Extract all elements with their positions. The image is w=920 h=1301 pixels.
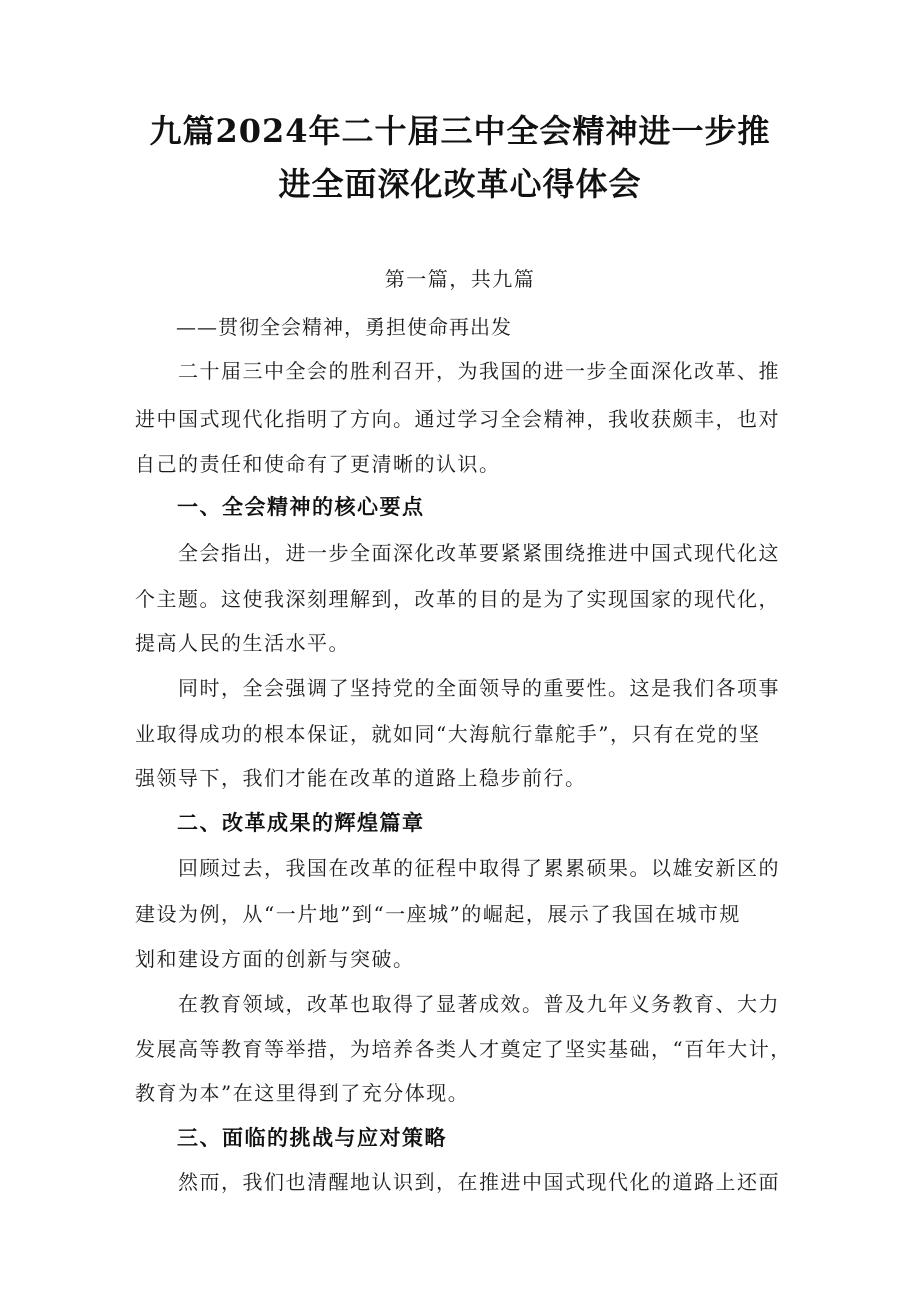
subtitle: ——贯彻全会精神，勇担使命再出发 <box>176 315 512 339</box>
part-label: 第一篇，共九篇 <box>384 267 536 291</box>
section-2-paragraph-line: 教育为本”在这里得到了充分体现。 <box>135 1081 470 1105</box>
section-1-paragraph-line: 同时，全会强调了坚持党的全面领导的重要性。这是我们各项事 <box>178 676 780 700</box>
section-3-heading: 三、面临的挑战与应对策略 <box>177 1126 447 1150</box>
section-2-paragraph-line: 建设为例，从“一片地”到“一座城”的崛起，展示了我国在城市规 <box>135 902 741 926</box>
section-1-heading: 一、全会精神的核心要点 <box>177 495 425 519</box>
section-1-paragraph-line: 提高人民的生活水平。 <box>135 631 350 655</box>
section-1-paragraph-line: 全会指出，进一步全面深化改革要紧紧围绕推进中国式现代化这 <box>178 541 780 565</box>
intro-line: 二十届三中全会的胜利召开，为我国的进一步全面深化改革、推 <box>178 359 780 383</box>
document-title-line-2: 进全面深化改革心得体会 <box>278 165 642 203</box>
section-2-heading: 二、改革成果的辉煌篇章 <box>177 811 425 835</box>
section-2-paragraph-line: 发展高等教育等举措，为培养各类人才奠定了坚实基础，“百年大计， <box>135 1037 792 1061</box>
section-3-paragraph-line: 然而，我们也清醒地认识到，在推进中国式现代化的道路上还面 <box>178 1170 780 1194</box>
section-2-paragraph-line: 划和建设方面的创新与突破。 <box>135 947 415 971</box>
section-1-paragraph-line: 个主题。这使我深刻理解到，改革的目的是为了实现国家的现代化， <box>135 587 780 611</box>
section-1-paragraph-line: 业取得成功的根本保证，就如同“大海航行靠舵手”，只有在党的坚 <box>135 722 761 746</box>
document-title-line-1: 九篇2024年二十届三中全会精神进一步推 <box>149 112 771 150</box>
section-2-paragraph-line: 回顾过去，我国在改革的征程中取得了累累硕果。以雄安新区的 <box>178 856 780 880</box>
section-1-paragraph-line: 强领导下，我们才能在改革的道路上稳步前行。 <box>135 766 587 790</box>
intro-line: 进中国式现代化指明了方向。通过学习全会精神，我收获颇丰，也对 <box>135 407 780 431</box>
intro-line: 自己的责任和使命有了更清晰的认识。 <box>135 452 501 476</box>
section-2-paragraph-line: 在教育领域，改革也取得了显著成效。普及九年义务教育、大力 <box>178 992 780 1016</box>
